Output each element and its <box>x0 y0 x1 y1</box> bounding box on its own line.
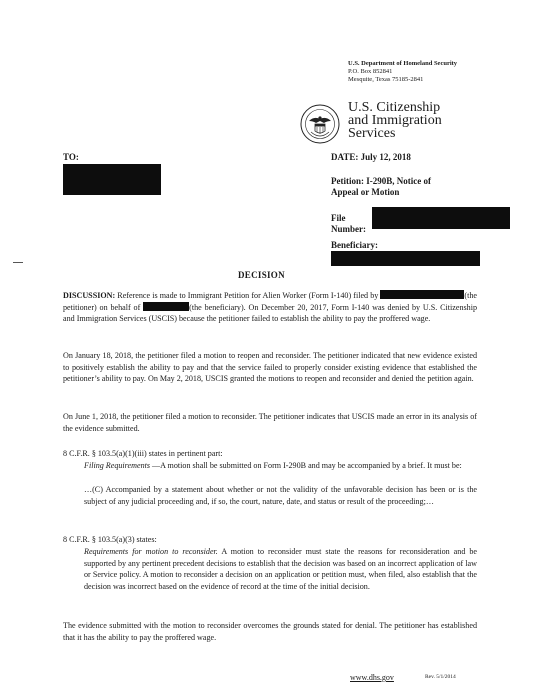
cfr-1-heading: Filing Requirements <box>84 461 151 470</box>
cfr-2-text: A motion to reconsider must state the reasons for reconsideration and be supported by any pertinent precedent decisions to establish that the decision was based on an incorrect application of law or Service policy. A motion to reconsider a decision on an application or petition must, when filed, also establish that the decision was incorrect based on the evidence of record at the time of the initial decision. <box>84 547 478 592</box>
discussion-text-1: Reference is made to Immigrant Petition for Alien Worker (Form I-140) filed by <box>115 291 379 300</box>
footer-revision: Rev. 5/1/2014 <box>425 674 456 680</box>
uscis-agency-name <box>348 101 442 140</box>
petition-line1: Petition: I-290B, Notice of <box>331 176 431 186</box>
petition-type <box>331 176 431 198</box>
petitioner-redaction <box>380 290 464 299</box>
agency-department: U.S. Department of Homeland Security <box>348 60 458 67</box>
uscis-name-line3: Services <box>348 126 396 141</box>
discussion-text-3: (the beneficiary). On December 20, 2017, Form I-140 was denied by U.S. Citizenship and Immigration Services (USCIS) because the petitioner failed to establish the ability to pay the proffered wage. <box>63 302 477 324</box>
paragraph-conclusion: The evidence submitted with the motion to reconsider overcomes the grounds stated for denial. The petitioner has established that it has the ability to pay the proffered wage. <box>63 621 477 642</box>
cfr-1-quote <box>84 460 477 472</box>
agency-city: Mesquite, Texas 75185-2841 <box>348 76 424 83</box>
cfr-2-quote <box>84 546 477 593</box>
dhs-seal-icon <box>300 104 340 144</box>
cfr-2-intro: 8 C.F.R. § 103.5(a)(3) states: <box>63 535 157 544</box>
cfr-1-intro: 8 C.F.R. § 103.5(a)(1)(iii) states in pertinent part: <box>63 449 223 458</box>
paragraph-motion-reconsider: On June 1, 2018, the petitioner filed a motion to reconsider. The petitioner indicates that USCIS made an error in its analysis of the evidence submitted. <box>63 412 477 433</box>
agency-po-box: P.O. Box 852841 <box>348 68 393 75</box>
cfr-1-subsection: …(C) Accompanied by a statement about whether or not the validity of the unfavorable decision has been or is the subject of any judicial proceeding and, if so, the court, nature, date, and status or result of the proceeding;… <box>84 485 477 506</box>
uscis-name-line2: and Immigration <box>348 113 442 128</box>
to-label: TO: <box>63 152 79 162</box>
petition-line2: Appeal or Motion <box>331 187 400 197</box>
paragraph-motion-reopen: On January 18, 2018, the petitioner filed a motion to reopen and reconsider. The petitioner indicated that new evidence existed to positively establish the ability to pay and that the service failed to properly consider existing evidence that established the petitioner’s ability to pay. On May 2, 2018, USCIS granted the motions to reopen and reconsider and denied the petition again. <box>63 351 477 384</box>
decision-title: DECISION <box>238 270 285 280</box>
recipient-redaction <box>63 164 161 195</box>
decision-date: DATE: July 12, 2018 <box>331 152 411 162</box>
uscis-name-line1: U.S. Citizenship <box>348 100 441 115</box>
file-label-line2: Number: <box>331 224 366 234</box>
file-number-redaction <box>372 207 510 229</box>
discussion-label: DISCUSSION: <box>63 291 116 300</box>
agency-address <box>348 60 457 84</box>
beneficiary-label: Beneficiary: <box>331 240 378 250</box>
margin-mark <box>13 262 23 263</box>
file-label-line1: File <box>331 213 346 223</box>
cfr-2-heading: Requirements for motion to reconsider. <box>84 547 218 556</box>
file-number-label <box>331 213 366 235</box>
footer-url-link[interactable]: www.dhs.gov <box>350 673 394 682</box>
discussion-text-2: (the petitioner) on behalf of <box>63 291 478 312</box>
beneficiary-redaction <box>331 251 480 266</box>
discussion-paragraph <box>63 290 477 325</box>
cfr-1-text: —A motion shall be submitted on Form I-290B and may be accompanied by a brief. It must be: <box>150 461 462 470</box>
beneficiary-name-redaction <box>143 302 189 311</box>
